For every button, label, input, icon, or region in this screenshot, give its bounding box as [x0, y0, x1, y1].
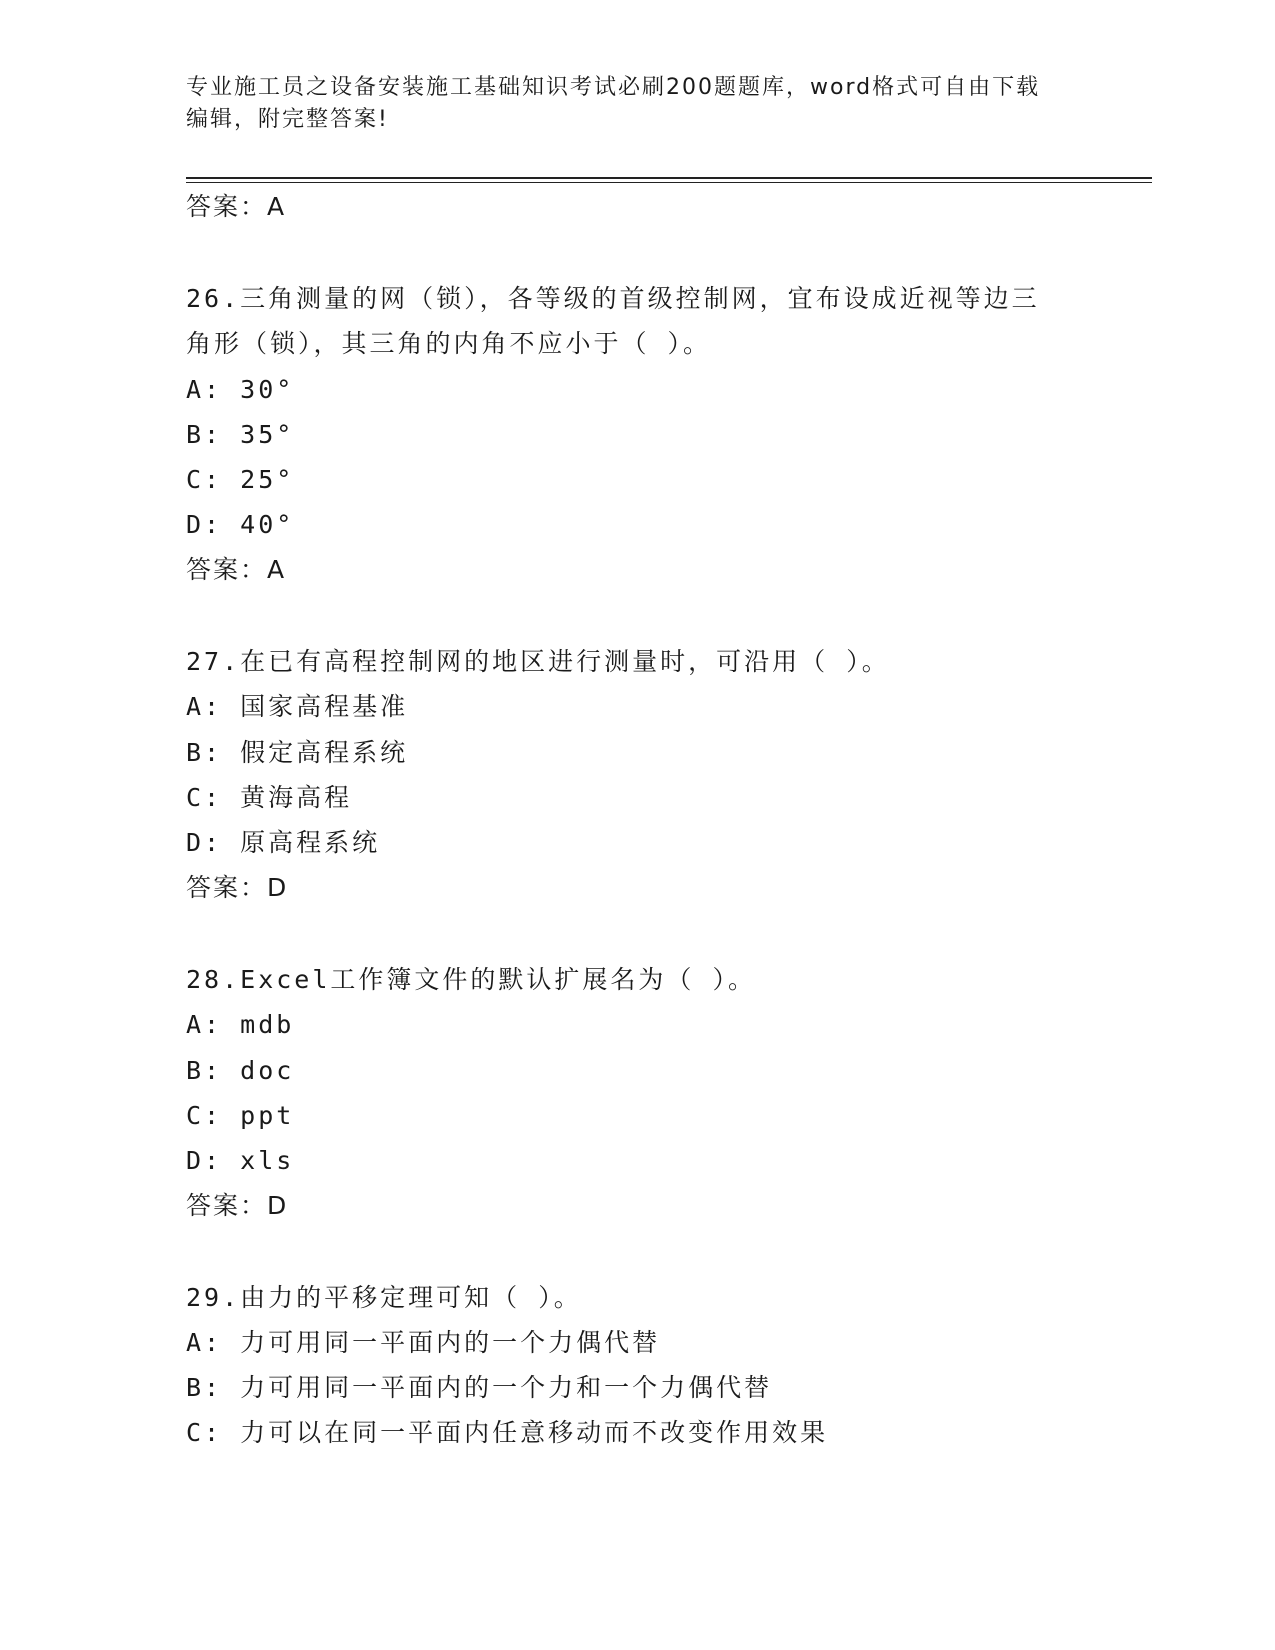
question-26-option-c: C: 25°: [186, 465, 295, 494]
question-26-option-d: D: 40°: [186, 510, 295, 539]
question-27-option-a: A: 国家高程基准: [186, 692, 409, 721]
question-27-stem: 27.在已有高程控制网的地区进行测量时，可沿用（ ）。: [186, 647, 890, 676]
question-29-stem: 29.由力的平移定理可知（ ）。: [186, 1283, 582, 1312]
header-rule-thin: [186, 182, 1152, 183]
header-line-2: 编辑，附完整答案!: [186, 107, 389, 132]
previous-answer: 答案：A: [186, 192, 287, 221]
header-line-1: 专业施工员之设备安装施工基础知识考试必刷200题题库，word格式可自由下载: [186, 75, 1041, 100]
question-28-option-b: B: doc: [186, 1056, 295, 1085]
question-28-option-a: A: mdb: [186, 1010, 295, 1039]
question-26-stem-line-2: 角形（锁），其三角的内角不应小于（ ）。: [186, 329, 712, 358]
question-27-option-b: B: 假定高程系统: [186, 738, 409, 767]
question-26-option-b: B: 35°: [186, 420, 295, 449]
question-26-option-a: A: 30°: [186, 375, 295, 404]
question-26-stem-line-1: 26.三角测量的网（锁），各等级的首级控制网，宜布设成近视等边三: [186, 284, 1040, 313]
question-26-answer: 答案：A: [186, 555, 287, 584]
question-29-option-c: C: 力可以在同一平面内任意移动而不改变作用效果: [186, 1418, 829, 1447]
question-29-option-b: B: 力可用同一平面内的一个力和一个力偶代替: [186, 1373, 773, 1402]
header-rule-thick: [186, 177, 1152, 179]
question-27-answer: 答案：D: [186, 873, 289, 902]
question-27-option-c: C: 黄海高程: [186, 783, 353, 812]
question-28-option-d: D: xls: [186, 1146, 295, 1175]
question-28-option-c: C: ppt: [186, 1101, 295, 1130]
question-28-answer: 答案：D: [186, 1191, 289, 1220]
question-27-option-d: D: 原高程系统: [186, 828, 381, 857]
document-header: [186, 72, 1086, 136]
question-28-stem: 28.Excel工作簿文件的默认扩展名为（ ）。: [186, 965, 756, 994]
question-29-option-a: A: 力可用同一平面内的一个力偶代替: [186, 1328, 661, 1357]
